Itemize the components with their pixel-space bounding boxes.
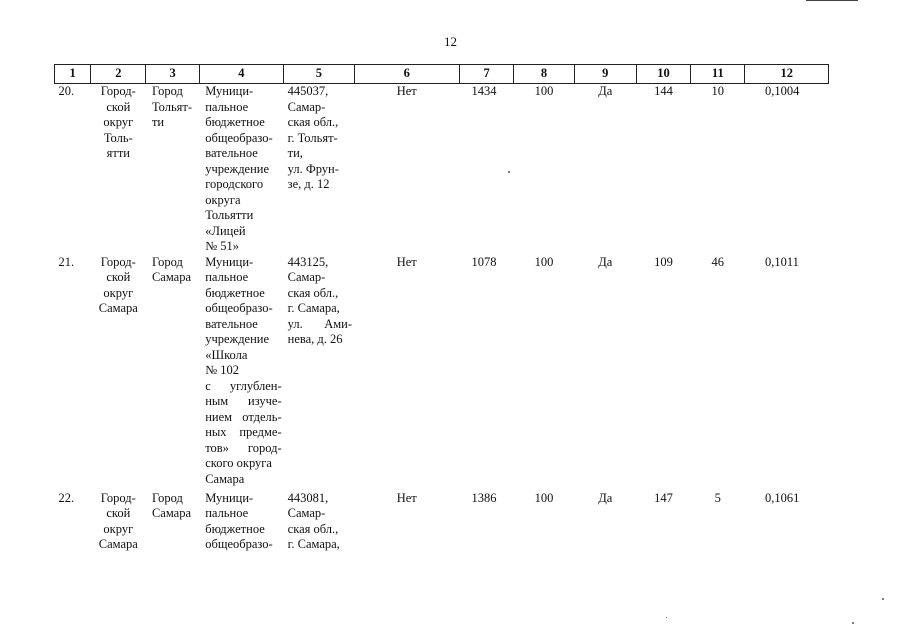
col11-cell: 46 bbox=[711, 254, 725, 269]
settlement-cell bbox=[146, 491, 199, 553]
text-line: Самар- bbox=[287, 99, 326, 114]
data-table bbox=[54, 64, 829, 553]
text-line: округ bbox=[103, 115, 134, 129]
text-line: г. Тольят- bbox=[287, 130, 338, 145]
settlement-cell bbox=[146, 84, 199, 255]
text-line: тов» город- bbox=[205, 440, 282, 455]
text-line: общеобразо- bbox=[205, 537, 273, 551]
scan-speck bbox=[882, 598, 884, 600]
text-line: ской bbox=[106, 506, 131, 520]
text-line: округ bbox=[103, 521, 134, 536]
text-line: бюджетное bbox=[205, 285, 265, 300]
row-number: 21. bbox=[58, 254, 75, 269]
top-right-rule bbox=[806, 0, 858, 1]
header-cell-7: 7 bbox=[460, 65, 514, 84]
col10-cell: 144 bbox=[654, 84, 673, 98]
header-cell-3: 3 bbox=[146, 65, 199, 84]
text-line: пальное bbox=[205, 99, 249, 114]
text-line: ская обл., bbox=[287, 285, 339, 300]
text-line: Самар- bbox=[287, 506, 326, 520]
text-line: Самара bbox=[205, 471, 245, 486]
col6-cell: Нет bbox=[396, 490, 417, 505]
text-line: «Школа bbox=[205, 347, 248, 362]
col10-cell: 147 bbox=[654, 490, 673, 505]
table-row bbox=[55, 84, 829, 255]
text-line: бюджетное bbox=[205, 521, 265, 536]
text-line: Самара bbox=[151, 270, 192, 284]
col10-cell: 109 bbox=[654, 254, 673, 269]
text-line: общеобразо- bbox=[205, 301, 273, 315]
text-line: пальное bbox=[205, 270, 249, 284]
col11-cell: 10 bbox=[711, 84, 725, 98]
text-line: Город bbox=[151, 254, 183, 269]
text-line: вательное bbox=[205, 316, 258, 331]
col12-cell: 0,1004 bbox=[764, 84, 800, 98]
text-line: учреждение bbox=[205, 161, 270, 176]
text-line: Самар- bbox=[287, 270, 326, 284]
col7-cell: 1078 bbox=[471, 254, 497, 269]
col11-cell: 5 bbox=[714, 490, 721, 505]
header-cell-5: 5 bbox=[284, 65, 354, 84]
text-line: Город- bbox=[100, 254, 136, 269]
col9-cell: Да bbox=[598, 490, 613, 505]
text-line: бюджетное bbox=[205, 115, 265, 129]
text-line: «Лицей bbox=[205, 223, 246, 238]
municipality-cell bbox=[91, 491, 146, 553]
text-line: ятти bbox=[106, 146, 130, 160]
text-line: Город bbox=[151, 490, 183, 505]
header-cell-9: 9 bbox=[574, 65, 636, 84]
page-number: 12 bbox=[444, 34, 457, 49]
text-line: г. Самара, bbox=[287, 537, 340, 551]
row-number: 22. bbox=[58, 490, 75, 505]
header-cell-8: 8 bbox=[514, 65, 574, 84]
text-line: округ bbox=[103, 285, 134, 300]
table-row bbox=[55, 491, 829, 553]
col9-cell: Да bbox=[598, 254, 613, 269]
scan-speck bbox=[508, 171, 510, 173]
text-line: № 102 bbox=[205, 363, 240, 377]
text-line: общеобразо- bbox=[205, 130, 273, 145]
address-cell bbox=[284, 255, 354, 491]
institution-name-cell bbox=[199, 84, 283, 255]
text-line: Тольят- bbox=[151, 99, 193, 114]
text-line: 445037, bbox=[287, 84, 329, 98]
col6-cell: Нет bbox=[396, 254, 417, 269]
text-line: ская обл., bbox=[287, 521, 339, 536]
header-cell-2: 2 bbox=[91, 65, 146, 84]
text-line: пальное bbox=[205, 506, 249, 520]
header-cell-1: 1 bbox=[55, 65, 91, 84]
text-line: Самара bbox=[98, 301, 138, 315]
header-cell-10: 10 bbox=[636, 65, 690, 84]
col7-cell: 1386 bbox=[471, 490, 497, 505]
text-line: нева, д. 26 bbox=[287, 332, 343, 346]
text-line: ул. Ами- bbox=[287, 316, 352, 331]
header-cell-12: 12 bbox=[745, 65, 829, 84]
text-line: Город- bbox=[100, 84, 136, 98]
address-cell bbox=[284, 84, 354, 255]
text-line: 443081, bbox=[287, 490, 329, 505]
header-cell-6: 6 bbox=[354, 65, 460, 84]
scan-speck bbox=[666, 617, 667, 618]
text-line: вательное bbox=[205, 146, 258, 160]
settlement-cell bbox=[146, 255, 199, 491]
col8-cell: 100 bbox=[534, 254, 554, 269]
col9-cell: Да bbox=[598, 84, 613, 98]
text-line: ской bbox=[106, 270, 131, 284]
col7-cell: 1434 bbox=[471, 84, 497, 98]
municipality-cell bbox=[91, 84, 146, 255]
col12-cell: 0,1011 bbox=[764, 254, 799, 269]
text-line: 443125, bbox=[287, 254, 329, 269]
header-row bbox=[55, 65, 829, 84]
col12-cell: 0,1061 bbox=[764, 490, 800, 505]
text-line: ского округа bbox=[205, 456, 272, 470]
text-line: учреждение bbox=[205, 332, 270, 346]
municipality-cell bbox=[91, 255, 146, 491]
text-line: № 51» bbox=[205, 239, 240, 253]
address-cell bbox=[284, 491, 354, 553]
text-line: округа bbox=[205, 192, 241, 207]
text-line: г. Самара, bbox=[287, 301, 340, 315]
text-line: ская обл., bbox=[287, 115, 339, 129]
text-line: ти, bbox=[287, 146, 303, 160]
header-cell-11: 11 bbox=[691, 65, 745, 84]
text-line: Муници- bbox=[205, 490, 254, 505]
text-line: Тольятти bbox=[205, 208, 254, 222]
header-cell-4: 4 bbox=[199, 65, 283, 84]
text-line: зе, д. 12 bbox=[287, 177, 330, 191]
institution-name-cell bbox=[199, 255, 283, 491]
text-line: с углублен- bbox=[205, 378, 282, 393]
text-line: Муници- bbox=[205, 254, 254, 269]
col8-cell: 100 bbox=[534, 490, 554, 505]
text-line: Самара bbox=[151, 506, 192, 520]
text-line: Муници- bbox=[205, 84, 254, 98]
text-line: ным изуче- bbox=[205, 394, 282, 408]
scan-speck bbox=[852, 622, 854, 624]
table-row bbox=[55, 255, 829, 491]
row-number: 20. bbox=[58, 84, 75, 98]
text-line: Город- bbox=[100, 490, 136, 505]
text-line: ных предме- bbox=[205, 425, 282, 439]
institution-name-cell bbox=[199, 491, 283, 553]
text-line: Город bbox=[151, 84, 183, 98]
text-line: ул. Фрун- bbox=[287, 161, 339, 176]
col6-cell: Нет bbox=[396, 84, 417, 98]
text-line: Самара bbox=[98, 537, 138, 551]
text-line: ти bbox=[151, 115, 165, 129]
text-line: городского bbox=[205, 177, 264, 191]
text-line: нием отдель- bbox=[205, 409, 282, 424]
col8-cell: 100 bbox=[534, 84, 554, 98]
text-line: Толь- bbox=[103, 130, 133, 145]
text-line: ской bbox=[106, 99, 131, 114]
